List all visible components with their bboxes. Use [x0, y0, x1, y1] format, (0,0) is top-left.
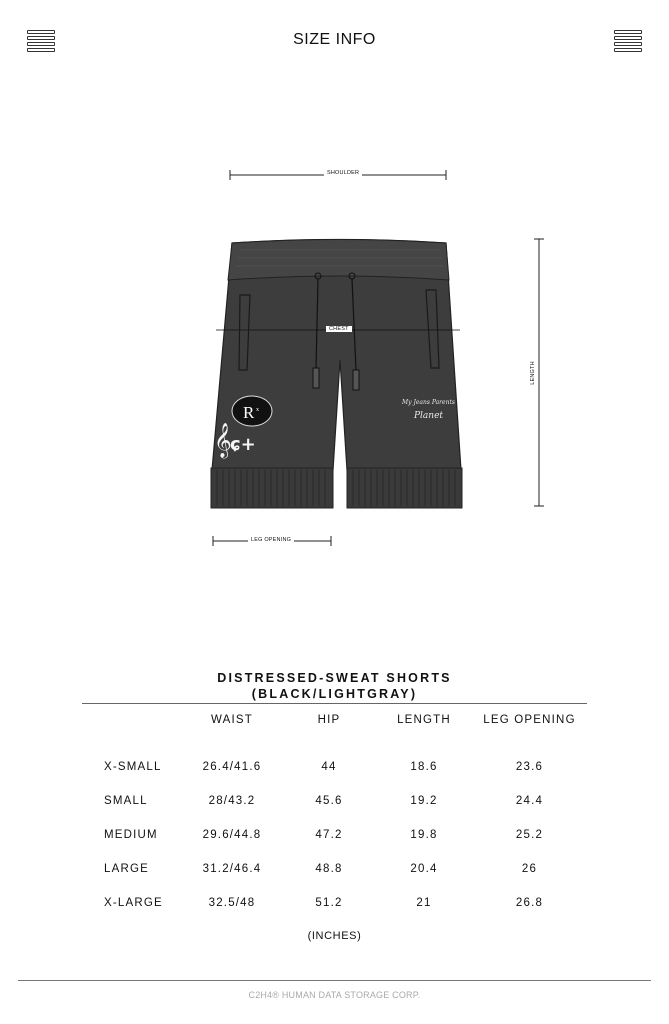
- size-label: SMALL: [104, 795, 148, 807]
- table-cell: 51.2: [315, 897, 343, 909]
- shorts-illustration: [0, 150, 669, 570]
- table-cell: 23.6: [515, 761, 544, 773]
- table-cell: 20.4: [410, 863, 438, 875]
- table-top-divider: [82, 703, 587, 704]
- units-note: (INCHES): [307, 930, 362, 942]
- length-label: LENGTH: [530, 358, 536, 388]
- table-row: [82, 886, 587, 920]
- size-label: X-SMALL: [104, 761, 162, 773]
- product-color: (BLACK/LIGHTGRAY): [251, 687, 418, 701]
- table-cell: 26.8: [515, 897, 544, 909]
- table-cell: 26: [521, 863, 538, 875]
- footer-divider: [18, 980, 651, 981]
- table-cell: 48.8: [315, 863, 343, 875]
- svg-text:ɕ+: ɕ+: [230, 434, 256, 455]
- svg-text:x: x: [256, 407, 259, 413]
- size-label: MEDIUM: [104, 829, 158, 841]
- hamburger-menu-icon[interactable]: [614, 30, 642, 52]
- table-row: [82, 818, 587, 852]
- table-row: [82, 784, 587, 818]
- table-header-row: [82, 712, 587, 728]
- shoulder-label: SHOULDER: [324, 170, 362, 176]
- table-cell: 28/43.2: [208, 795, 256, 807]
- rx-patch: [232, 396, 272, 426]
- measurement-diagram: [0, 150, 669, 570]
- shorts-body: [211, 240, 462, 509]
- table-cell: 47.2: [315, 829, 343, 841]
- table-cell: 45.6: [315, 795, 343, 807]
- table-cell: 25.2: [515, 829, 544, 841]
- size-table: [82, 712, 587, 920]
- product-title: DISTRESSED-SWEAT SHORTS: [217, 671, 452, 685]
- table-row: [82, 852, 587, 886]
- column-header: HIP: [317, 714, 341, 726]
- table-cell: 44: [321, 761, 337, 773]
- table-row: [82, 750, 587, 784]
- svg-text:𝄞: 𝄞: [214, 423, 232, 458]
- page-title: SIZE INFO: [293, 31, 376, 48]
- table-cell: 18.6: [410, 761, 438, 773]
- script-line1: My Jeans Parents: [402, 399, 455, 406]
- leg-opening-label: LEG OPENING: [248, 537, 294, 543]
- svg-text:R: R: [243, 403, 255, 422]
- table-cell: 24.4: [515, 795, 544, 807]
- column-header: LENGTH: [397, 714, 451, 726]
- table-cell: 32.5/48: [208, 897, 256, 909]
- table-cell: 19.2: [410, 795, 438, 807]
- size-label: LARGE: [104, 863, 149, 875]
- chest-label: CHEST: [326, 326, 352, 332]
- table-cell: 21: [416, 897, 432, 909]
- table-cell: 19.8: [410, 829, 438, 841]
- table-cell: 26.4/41.6: [202, 761, 262, 773]
- script-line2: Planet: [414, 411, 444, 421]
- table-cell: 29.6/44.8: [202, 829, 262, 841]
- column-header: WAIST: [211, 714, 253, 726]
- size-label: X-LARGE: [104, 897, 163, 909]
- footer-text: C2H4® HUMAN DATA STORAGE CORP.: [248, 990, 421, 1000]
- column-header: LEG OPENING: [483, 714, 576, 726]
- column-header: [82, 712, 182, 728]
- table-cell: 31.2/46.4: [202, 863, 262, 875]
